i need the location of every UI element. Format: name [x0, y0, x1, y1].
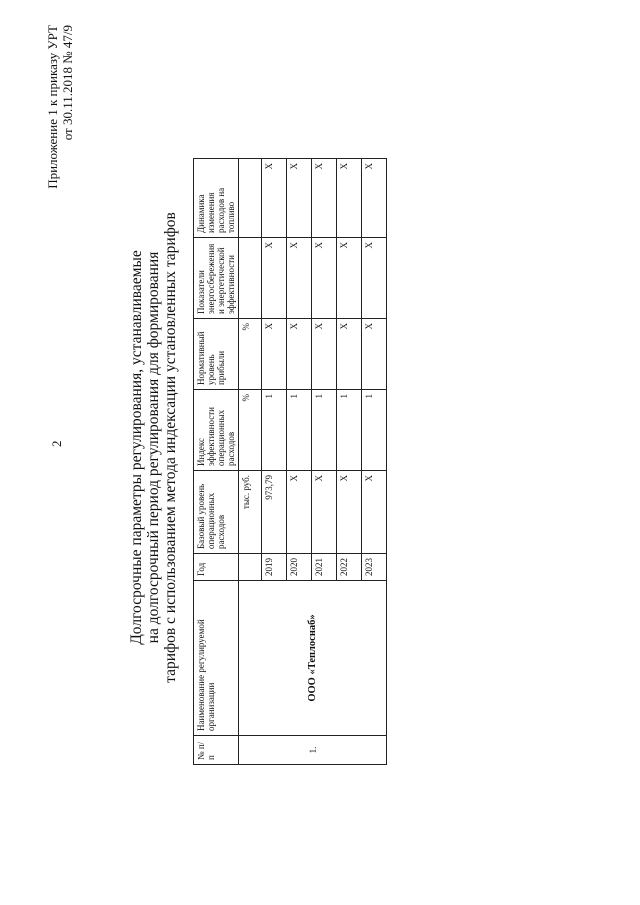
header-fuel-dynamics: Динамика изменения расходов на топливо	[194, 159, 239, 238]
cell-year: 2021	[312, 554, 337, 581]
header-year: Год	[194, 554, 239, 581]
header-efficiency-index: Индекс эффективности операционных расходов	[194, 390, 239, 471]
cell-norm: X	[287, 319, 312, 390]
cell-index: 1	[337, 390, 362, 471]
header-energy-saving: Показатели энергосбережения и энергетической эффективности	[194, 238, 239, 319]
cell-energy: X	[262, 238, 287, 319]
cell-norm: X	[312, 319, 337, 390]
cell-fuel: X	[312, 159, 337, 238]
org-name: ООО «Теплоснаб»	[239, 581, 387, 736]
units-row	[239, 159, 262, 765]
document-title	[128, 170, 179, 725]
unit-fuel	[239, 159, 262, 238]
appendix-line-1: Приложение 1 к приказу УРТ	[45, 25, 60, 189]
cell-index: 1	[287, 390, 312, 471]
cell-norm: X	[337, 319, 362, 390]
table-header-row	[194, 159, 239, 765]
cell-norm: X	[362, 319, 387, 390]
cell-fuel: X	[287, 159, 312, 238]
cell-energy: X	[312, 238, 337, 319]
cell-index: 1	[312, 390, 337, 471]
title-line-1: Долгосрочные параметры регулирования, устанавливаемые	[128, 250, 145, 645]
header-base-opex: Базовый уровень операционных расходов	[194, 471, 239, 554]
page-number: 2	[49, 440, 64, 447]
unit-index: %	[239, 390, 262, 471]
cell-base: 973,79	[262, 471, 287, 554]
cell-fuel: X	[337, 159, 362, 238]
appendix-line-2: от 30.11.2018 № 47/9	[60, 25, 75, 141]
cell-energy: X	[362, 238, 387, 319]
title-line-2: на долгосрочный период регулирования для формирования	[145, 251, 162, 644]
header-org: Наименование регулируемой организации	[194, 581, 239, 736]
unit-base: тыс. руб.	[239, 471, 262, 554]
cell-index: 1	[262, 390, 287, 471]
cell-index: 1	[362, 390, 387, 471]
org-number: 1.	[239, 736, 387, 765]
cell-year: 2022	[337, 554, 362, 581]
cell-base: X	[337, 471, 362, 554]
cell-base: X	[312, 471, 337, 554]
header-normative-profit: Нормативный уровень прибыли	[194, 319, 239, 390]
unit-norm: %	[239, 319, 262, 390]
appendix-reference	[45, 25, 75, 189]
cell-energy: X	[337, 238, 362, 319]
cell-base: X	[362, 471, 387, 554]
unit-year	[239, 554, 262, 581]
parameters-table	[193, 158, 387, 765]
cell-year: 2023	[362, 554, 387, 581]
unit-energy	[239, 238, 262, 319]
cell-norm: X	[262, 319, 287, 390]
header-num: № п/п	[194, 736, 239, 765]
cell-fuel: X	[362, 159, 387, 238]
cell-year: 2020	[287, 554, 312, 581]
title-line-3: тарифов с использованием метода индексации установленных тарифов	[162, 212, 179, 683]
cell-fuel: X	[262, 159, 287, 238]
cell-energy: X	[287, 238, 312, 319]
cell-base: X	[287, 471, 312, 554]
cell-year: 2019	[262, 554, 287, 581]
